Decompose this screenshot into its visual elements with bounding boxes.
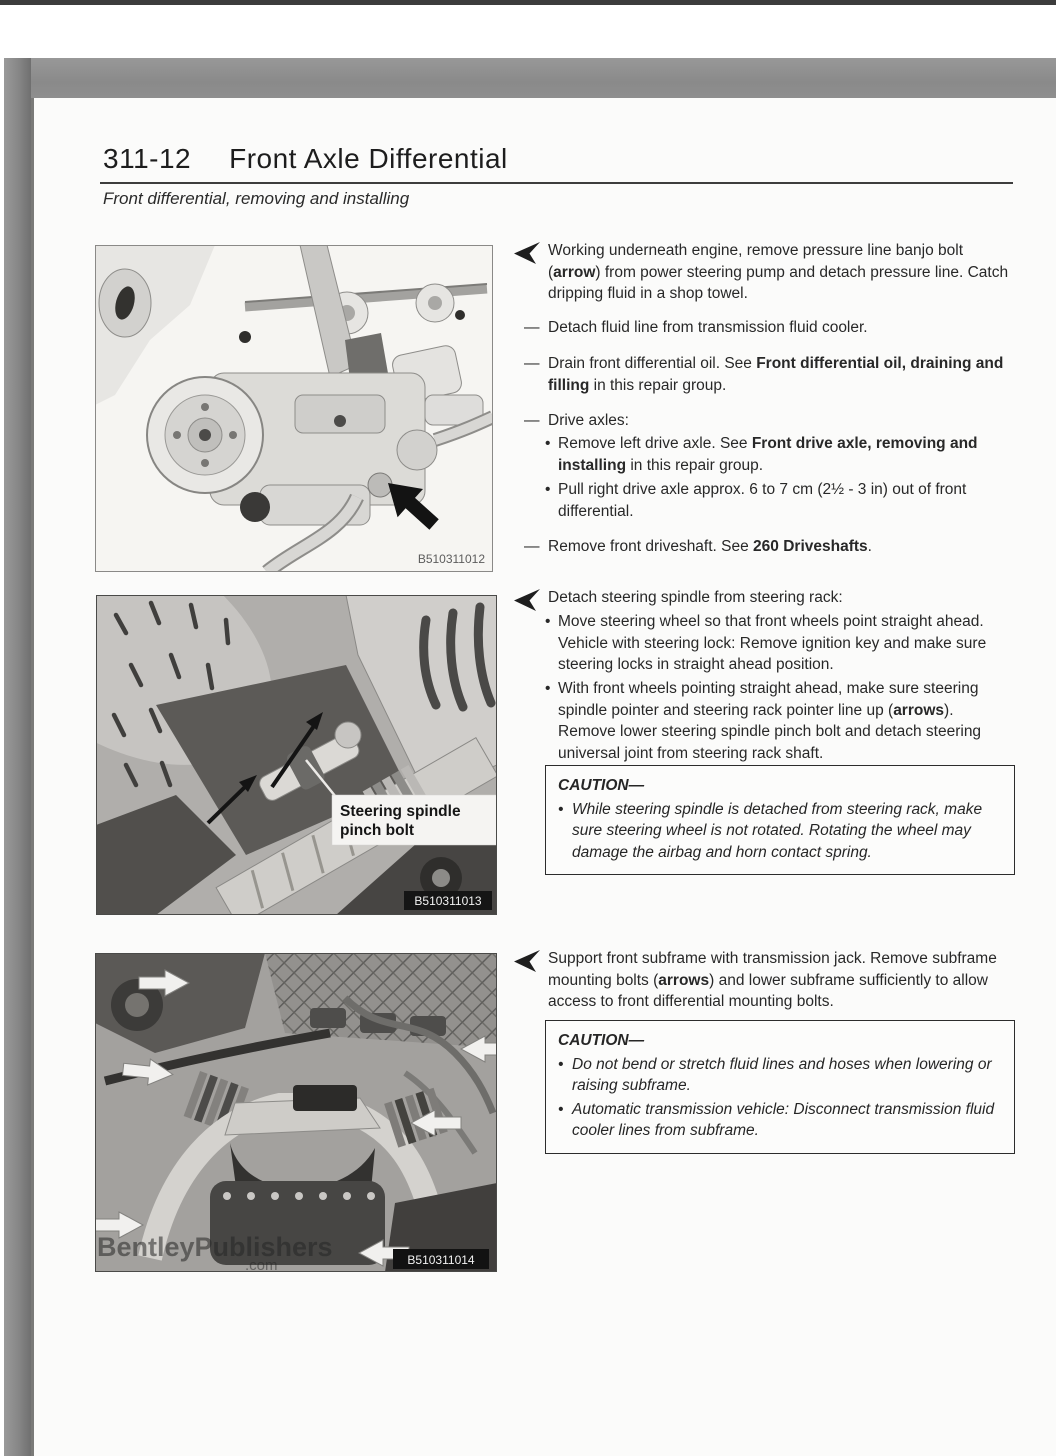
bullet-marker: •	[558, 1055, 564, 1073]
figure-id: B510311013	[414, 894, 482, 908]
scan-top-bar	[0, 0, 1056, 5]
pointer-arrowhead-icon	[513, 241, 541, 265]
substep-pull-right-axle: • Pull right drive axle approx. 6 to 7 cm (2½ - 3 in) out of front differential.	[545, 481, 967, 520]
substep-remove-left-axle: • Remove left drive axle. See Front drive axle, removing and installing in this repair group.	[545, 435, 978, 474]
caution-box-subframe	[545, 1020, 1015, 1154]
dash-marker: —	[524, 538, 540, 555]
scan-gray-band-left	[4, 58, 31, 1456]
step-detach-fluid-line: — Detach fluid line from transmission fluid cooler.	[524, 317, 1012, 339]
figure-steering-spindle	[96, 595, 497, 915]
step-detach-steering-spindle: Detach steering spindle from steering rack:	[548, 587, 1012, 609]
figure-power-steering-pump	[95, 245, 493, 572]
step-drive-axles: — Drive axles:	[524, 410, 1012, 432]
bullet-marker: •	[545, 613, 551, 630]
figure-id: B510311012	[417, 552, 485, 566]
bullet-marker: •	[545, 435, 551, 452]
figure-label-line2: pinch bolt	[340, 822, 415, 839]
procedure-subtitle: Front differential, removing and installing	[103, 189, 410, 208]
caution-box-steering	[545, 765, 1015, 875]
bullet-marker: •	[558, 1100, 564, 1118]
scan-gray-band-top	[4, 58, 1056, 98]
watermark: BentleyPublishers	[97, 1232, 333, 1262]
step-drain-differential-oil: — Drain front differential oil. See Front differential oil, draining and filling in this repair group.	[524, 355, 1004, 394]
substep-pointers-line-up: • With front wheels pointing straight ahead, make sure steering spindle pointer and steering rack pointer line up (arrows). Remove lower steering spindle pinch bolt and detach steering universal joint from steering rack shaft.	[545, 680, 982, 762]
figure-subframe-art	[95, 953, 497, 1272]
page-header	[103, 143, 508, 175]
substep-steering-wheel-straight: • Move steering wheel so that front wheels point straight ahead. Vehicle with steering lock: Remove ignition key and make sure steering locks in straight ahead position.	[545, 613, 987, 673]
dash-marker: —	[524, 355, 540, 372]
caution-item: • Automatic transmission vehicle: Disconnect transmission fluid cooler lines from subframe.	[558, 1100, 995, 1139]
figure-id-badge	[404, 891, 492, 910]
caution-item: • Do not bend or stretch fluid lines and hoses when lowering or raising subframe.	[558, 1055, 992, 1094]
step-support-subframe: Support front subframe with transmission jack. Remove subframe mounting bolts (arrows) and lower subframe sufficiently to allow access to front differential mounting bolts.	[548, 948, 1012, 1013]
caution-title: CAUTION—	[558, 1032, 645, 1049]
watermark-suffix: .com	[245, 1257, 278, 1272]
page-title: Front Axle Differential	[229, 143, 508, 174]
pointer-arrowhead-icon	[513, 949, 541, 973]
figure-subframe	[95, 953, 497, 1272]
caution-title: CAUTION—	[558, 777, 645, 794]
step-remove-driveshaft: — Remove front driveshaft. See 260 Driveshafts.	[524, 536, 1012, 558]
figure-label	[332, 795, 497, 845]
bullet-marker: •	[545, 680, 551, 697]
section-number: 311-12	[103, 143, 192, 174]
step-remove-banjo-bolt: Working underneath engine, remove pressure line banjo bolt (arrow) from power steering pump and detach pressure line. Catch dripping fluid in a shop towel.	[548, 240, 1012, 305]
header-rule	[100, 182, 1013, 184]
figure-id: B510311014	[407, 1253, 475, 1267]
figure-label-line1: Steering spindle	[340, 803, 461, 820]
figure-power-steering-pump-art	[95, 245, 493, 572]
figure-id-badge	[393, 1249, 489, 1269]
caution-item: • While steering spindle is detached from steering rack, make sure steering wheel is not rotated. Rotating the wheel may damage the airbag and horn contact spring.	[558, 800, 983, 861]
figure-steering-spindle-art	[96, 595, 497, 915]
dash-marker: —	[524, 412, 540, 429]
pointer-arrowhead-icon	[513, 588, 541, 612]
bullet-marker: •	[558, 800, 564, 818]
bullet-marker: •	[545, 481, 551, 498]
dash-marker: —	[524, 319, 540, 336]
